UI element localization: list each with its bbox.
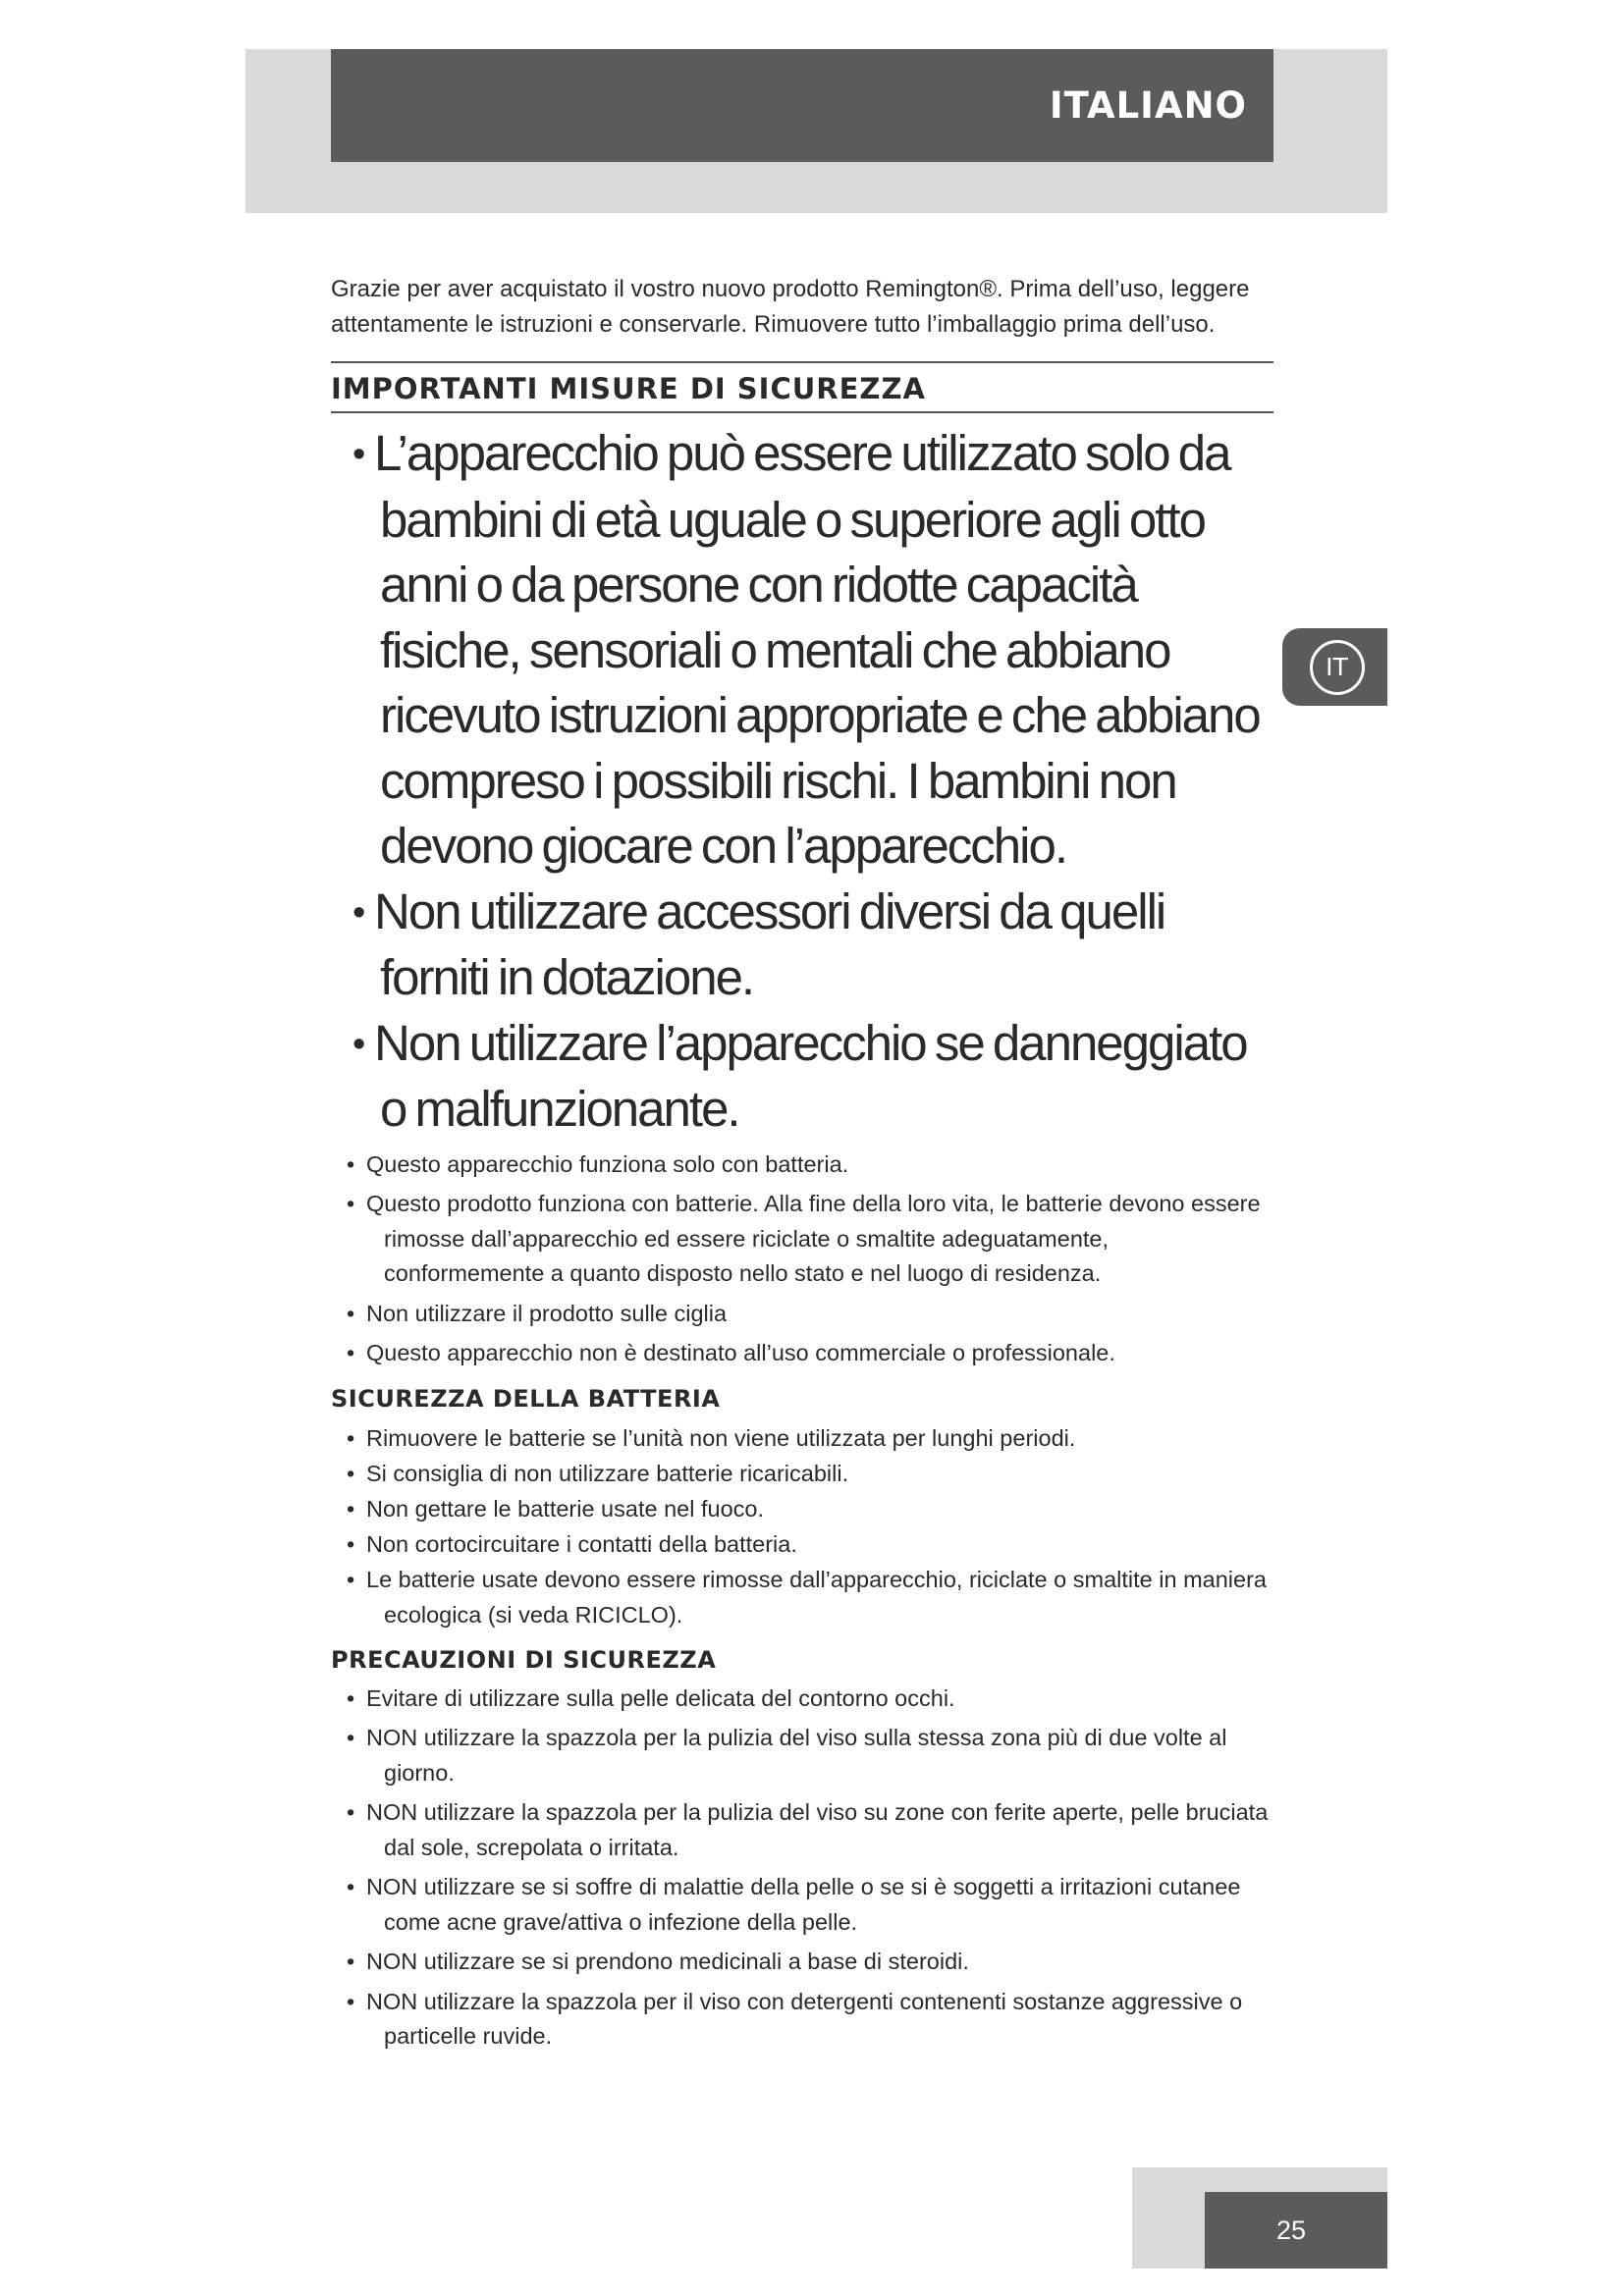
list-item-text: Non utilizzare accessori diversi da quelli forniti in dotazione. — [374, 882, 1165, 1005]
list-item — [331, 1562, 1273, 1632]
list-item — [331, 1336, 1273, 1371]
intro-paragraph: Grazie per aver acquistato il vostro nuovo prodotto Remington®. Prima dell’uso, leggere attentamente le istruzioni e conservarle. Rimuovere tutto l’imballaggio prima dell’uso. — [331, 276, 1250, 338]
list-item — [331, 1721, 1273, 1790]
page-number: 25 — [1275, 2215, 1307, 2245]
section-heading-box — [331, 361, 1273, 413]
safety-list — [331, 1148, 1273, 1371]
bullet-icon: • — [347, 1949, 355, 1974]
list-item-text: Rimuovere le batterie se l’unità non viene utilizzata per lunghi periodi. — [366, 1424, 1076, 1451]
list-item-text: Non cortocircuitare i contatti della batteria. — [366, 1530, 797, 1557]
list-item — [331, 1526, 1273, 1562]
list-item — [331, 1945, 1273, 1980]
bullet-icon: • — [347, 1799, 355, 1825]
language-tab — [1282, 628, 1387, 706]
bullet-icon: • — [347, 1424, 355, 1451]
list-item — [331, 1420, 1273, 1456]
list-item — [331, 1148, 1273, 1183]
bullet-icon: • — [347, 1725, 355, 1750]
list-item — [331, 421, 1273, 880]
list-item — [331, 1491, 1273, 1526]
list-item-text: Si consiglia di non utilizzare batterie ricaricabili. — [366, 1460, 849, 1486]
list-item — [331, 1682, 1273, 1717]
bullet-icon: • — [347, 1566, 355, 1592]
list-item-text: L’apparecchio può essere utilizzato solo da bambini di età uguale o superiore agli otto anni o da persone con ridotte capacità fisiche, sensoriali o mentali che abbiano ricevuto istruzioni appropriate e che abbiano compreso i possibili rischi. I bambini non devono giocare con l’apparecchio. — [374, 425, 1260, 874]
bullet-icon: • — [352, 1023, 364, 1065]
main-content — [331, 272, 1273, 2059]
list-item — [331, 1795, 1273, 1865]
list-item — [331, 1187, 1273, 1292]
list-item-text: Questo apparecchio non è destinato all’uso commerciale o professionale. — [366, 1340, 1115, 1365]
list-item — [331, 1985, 1273, 2055]
bullet-icon: • — [347, 1495, 355, 1522]
precautions-heading: PRECAUZIONI DI SICUREZZA — [331, 1645, 717, 1674]
bullet-icon: • — [347, 1300, 355, 1326]
battery-safety-heading: SICUREZZA DELLA BATTERIA — [331, 1384, 721, 1413]
list-item-text: Evitare di utilizzare sulla pelle delicata del contorno occhi. — [366, 1684, 955, 1711]
bullet-icon: • — [347, 1150, 355, 1177]
precautions-list — [331, 1682, 1273, 2055]
battery-safety-list — [331, 1420, 1273, 1632]
list-item-text: Questo prodotto funziona con batterie. Alla fine della loro vita, le batterie devono essere rimosse dall’apparecchio ed essere riciclate o smaltite adeguatamente, conformemente a quanto disposto nello stato e nel luogo di residenza. — [366, 1191, 1261, 1286]
list-item — [331, 1011, 1273, 1143]
bullet-icon: • — [352, 434, 364, 475]
list-item-text: Non utilizzare il prodotto sulle ciglia — [366, 1300, 728, 1326]
list-item-text: Non gettare le batterie usate nel fuoco. — [366, 1495, 764, 1522]
bullet-icon: • — [347, 1684, 355, 1711]
list-item — [331, 1297, 1273, 1332]
bullet-icon: • — [347, 1988, 355, 2014]
list-item — [331, 1456, 1273, 1491]
page-number-box — [1205, 2192, 1387, 2269]
list-item-text: Non utilizzare l’apparecchio se danneggiato o malfunzionante. — [374, 1014, 1247, 1137]
bullet-icon: • — [352, 891, 364, 934]
list-item-text: NON utilizzare se si soffre di malattie della pelle o se si è soggetti a irritazioni cutanee come acne grave/attiva o infezione della pelle. — [366, 1874, 1241, 1935]
safety-heading: IMPORTANTI MISURE DI SICUREZZA — [331, 372, 926, 405]
list-item-text: NON utilizzare la spazzola per la pulizia del viso su zone con ferite aperte, pelle bruciata dal sole, screpolata o irritata. — [366, 1799, 1269, 1860]
bullet-icon: • — [347, 1340, 355, 1365]
list-item-text: NON utilizzare la spazzola per la pulizia del viso sulla stessa zona più di due volte al giorno. — [366, 1725, 1227, 1786]
highlighted-safety-list — [331, 421, 1273, 1143]
bullet-icon: • — [347, 1460, 355, 1486]
list-item — [331, 1870, 1273, 1940]
list-item — [331, 880, 1273, 1011]
language-code-badge: IT — [1310, 640, 1365, 695]
bullet-icon: • — [347, 1874, 355, 1899]
list-item-text: NON utilizzare se si prendono medicinali a base di steroidi. — [366, 1949, 969, 1974]
bullet-icon: • — [347, 1191, 355, 1216]
language-title: ITALIANO — [1049, 84, 1247, 127]
list-item-text: Le batterie usate devono essere rimosse dall’apparecchio, riciclate o smaltite in maniera ecologica (si veda RICICLO). — [366, 1566, 1267, 1628]
header-bar — [331, 49, 1273, 162]
bullet-icon: • — [347, 1530, 355, 1557]
list-item-text: Questo apparecchio funziona solo con batteria. — [366, 1150, 849, 1177]
list-item-text: NON utilizzare la spazzola per il viso con detergenti contenenti sostanze aggressive o particelle ruvide. — [366, 1988, 1243, 2049]
